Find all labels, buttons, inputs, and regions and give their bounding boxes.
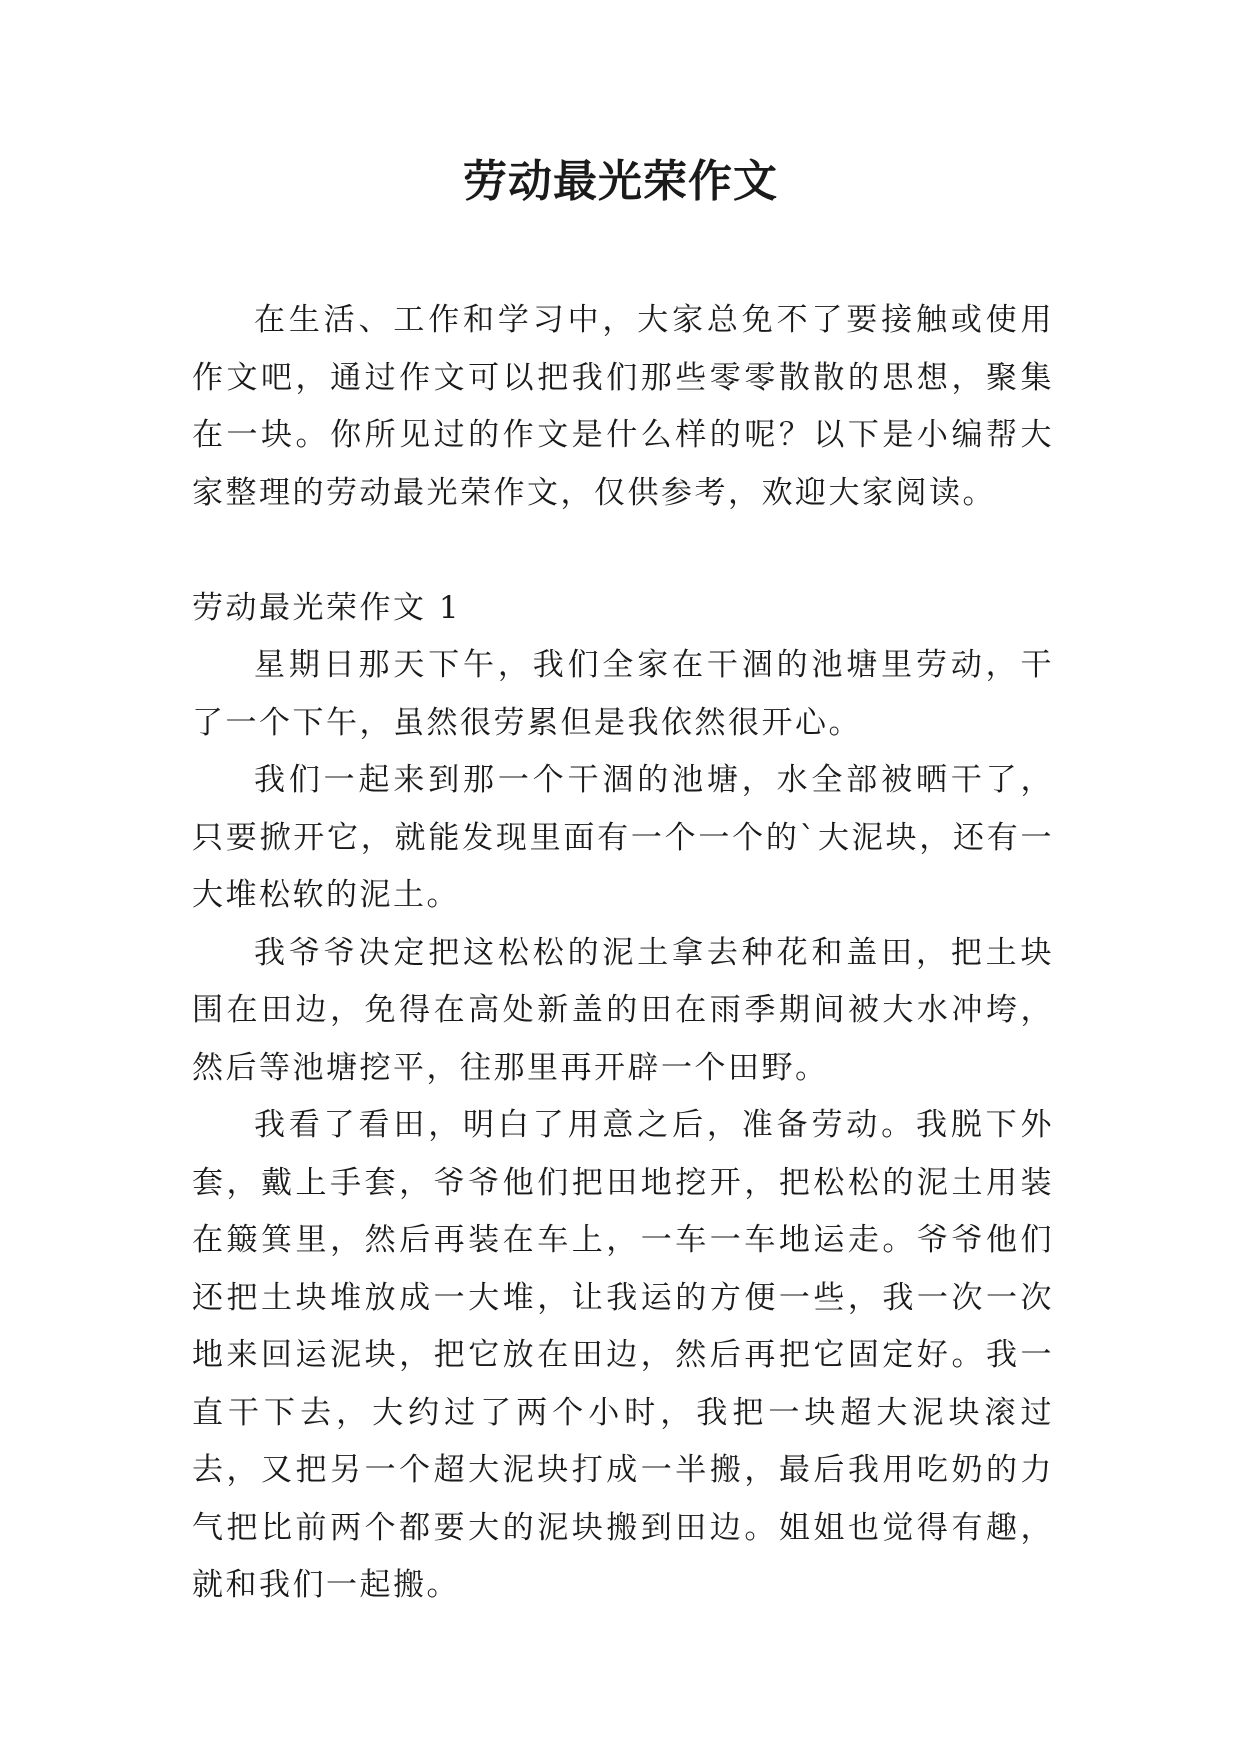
paragraph-spacer	[192, 522, 1054, 580]
body-paragraph: 星期日那天下午，我们全家在干涸的池塘里劳动，干了一个下午，虽然很劳累但是我依然很开心。	[192, 647, 1054, 741]
body-paragraph: 我看了看田，明白了用意之后，准备劳动。我脱下外套，戴上手套，爷爷他们把田地挖开，把松松的泥土用装在簸箕里，然后再装在车上，一车一车地运走。爷爷他们还把土块堆放成一大堆，让我运的方便一些，我一次一次地来回运泥块，把它放在田边，然后再把它固定好。我一直干下去，大约过了两个小时，我把一块超大泥块滚过去，又把另一个超大泥块打成一半搬，最后我用吃奶的力气把比前两个都要大的泥块搬到田边。姐姐也觉得有趣，就和我们一起搬。	[192, 1107, 1054, 1603]
section-heading: 劳动最光荣作文 1	[192, 589, 462, 626]
document-body	[192, 292, 1054, 1615]
body-paragraph: 我们一起来到那一个干涸的池塘，水全部被晒干了，只要掀开它，就能发现里面有一个一个的`大泥块，还有一大堆松软的泥土。	[192, 762, 1054, 913]
intro-paragraph: 在生活、工作和学习中，大家总免不了要接触或使用作文吧，通过作文可以把我们那些零零散散的思想，聚集在一块。你所见过的作文是什么样的呢？以下是小编帮大家整理的劳动最光荣作文，仅供参考，欢迎大家阅读。	[192, 302, 1054, 511]
page-title: 劳动最光荣作文	[463, 156, 778, 207]
body-paragraph: 我爷爷决定把这松松的泥土拿去种花和盖田，把土块围在田边，免得在高处新盖的田在雨季期间被大水冲垮，然后等池塘挖平，往那里再开辟一个田野。	[192, 934, 1054, 1086]
